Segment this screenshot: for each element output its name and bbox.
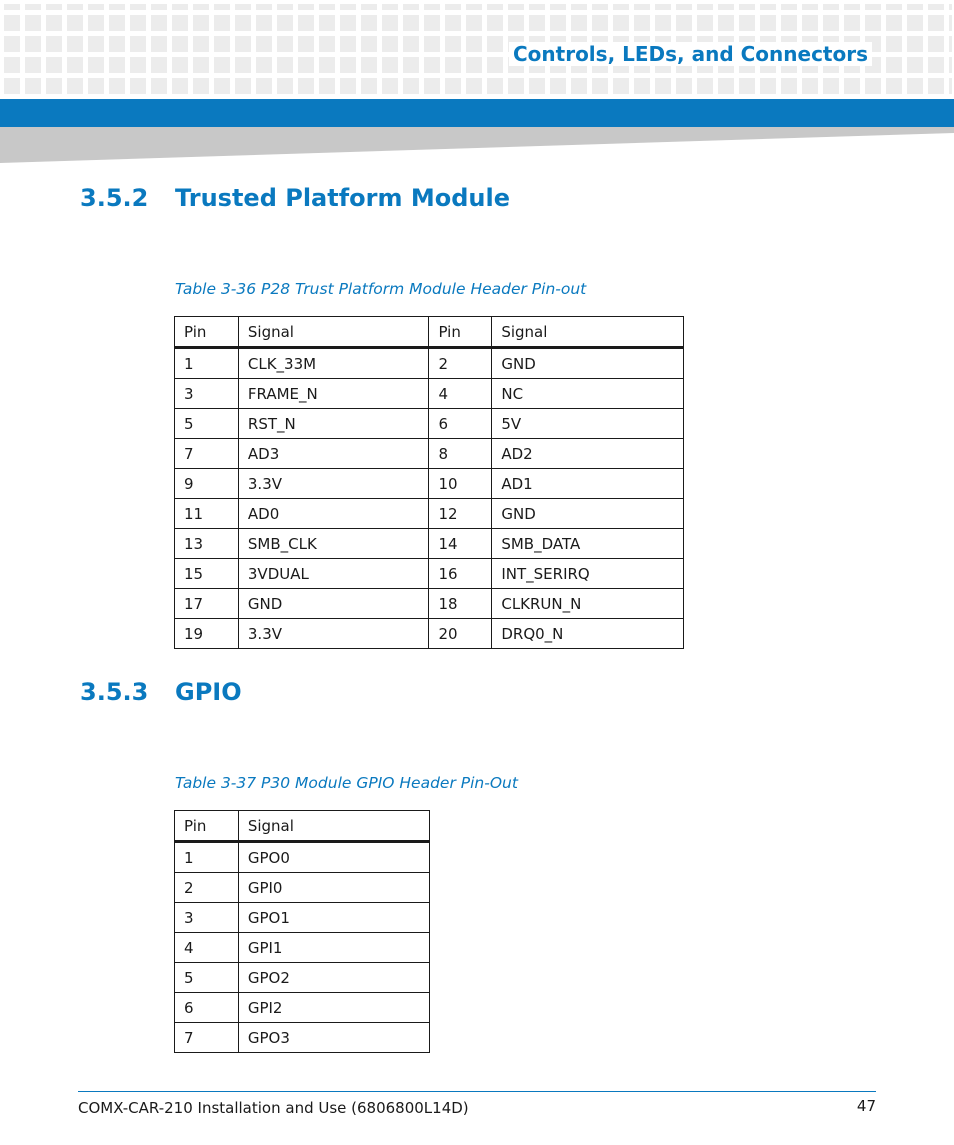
table-cell: 4: [175, 933, 239, 963]
table-cell: 10: [429, 469, 492, 499]
section-number: 3.5.2: [80, 184, 149, 212]
table-cell: 5: [175, 409, 239, 439]
table-cell: AD0: [238, 499, 429, 529]
table-cell: 3VDUAL: [238, 559, 429, 589]
table-cell: GPO2: [238, 963, 429, 993]
table-row: [175, 963, 430, 993]
table-row: [175, 469, 684, 499]
table-cell: 18: [429, 589, 492, 619]
table-cell: 3: [175, 379, 239, 409]
section-number: 3.5.3: [80, 678, 149, 706]
table-cell: RST_N: [238, 409, 429, 439]
section-heading-tpm: [80, 184, 510, 212]
table-cell: 5V: [492, 409, 684, 439]
table-cell: GPO0: [238, 842, 429, 873]
table-cell: AD2: [492, 439, 684, 469]
table-header-row: [175, 811, 430, 842]
table-cell: NC: [492, 379, 684, 409]
table-row: [175, 348, 684, 379]
table-cell: 7: [175, 439, 239, 469]
table-caption-gpio: Table 3-37 P30 Module GPIO Header Pin-Out: [175, 774, 518, 792]
table-cell: AD3: [238, 439, 429, 469]
table-cell: 1: [175, 842, 239, 873]
header-gray-wedge: [0, 127, 954, 163]
table-cell: GPI0: [238, 873, 429, 903]
table-cell: 17: [175, 589, 239, 619]
table-row: [175, 933, 430, 963]
table-cell: DRQ0_N: [492, 619, 684, 649]
table-cell: 2: [429, 348, 492, 379]
table-cell: 3.3V: [238, 619, 429, 649]
table-caption-tpm: Table 3-36 P28 Trust Platform Module Header Pin-out: [175, 280, 587, 298]
table-cell: AD1: [492, 469, 684, 499]
table-cell: 13: [175, 529, 239, 559]
section-title-text: Trusted Platform Module: [175, 184, 510, 212]
table-cell: GPI1: [238, 933, 429, 963]
table-cell: 20: [429, 619, 492, 649]
footer-rule: [78, 1091, 876, 1092]
table-row: [175, 993, 430, 1023]
table-cell: GND: [492, 348, 684, 379]
table-cell: GPI2: [238, 993, 429, 1023]
table-cell: CLK_33M: [238, 348, 429, 379]
table-cell: SMB_CLK: [238, 529, 429, 559]
page-number: 47: [856, 1097, 876, 1115]
header-blue-bar: [0, 99, 954, 127]
table-cell: 12: [429, 499, 492, 529]
table-cell: GPO3: [238, 1023, 429, 1053]
table-cell: CLKRUN_N: [492, 589, 684, 619]
table-row: [175, 842, 430, 873]
table-cell: FRAME_N: [238, 379, 429, 409]
table-cell: 7: [175, 1023, 239, 1053]
table-cell: 3: [175, 903, 239, 933]
table-cell: GND: [238, 589, 429, 619]
column-header: Pin: [429, 317, 492, 348]
table-row: [175, 559, 684, 589]
table-row: [175, 529, 684, 559]
table-cell: 4: [429, 379, 492, 409]
table-row: [175, 439, 684, 469]
table-cell: 11: [175, 499, 239, 529]
column-header: Signal: [492, 317, 684, 348]
table-cell: 6: [429, 409, 492, 439]
table-cell: 8: [429, 439, 492, 469]
chapter-title: Controls, LEDs, and Connectors: [509, 42, 872, 66]
gpio-pinout-table: [174, 810, 430, 1053]
table-header-row: [175, 317, 684, 348]
section-heading-gpio: [80, 678, 242, 706]
table-row: [175, 409, 684, 439]
table-cell: 19: [175, 619, 239, 649]
column-header: Signal: [238, 811, 429, 842]
column-header: Pin: [175, 811, 239, 842]
table-row: [175, 903, 430, 933]
table-cell: 3.3V: [238, 469, 429, 499]
table-cell: 5: [175, 963, 239, 993]
table-cell: 1: [175, 348, 239, 379]
column-header: Pin: [175, 317, 239, 348]
table-row: [175, 873, 430, 903]
table-cell: 9: [175, 469, 239, 499]
table-cell: INT_SERIRQ: [492, 559, 684, 589]
table-cell: 14: [429, 529, 492, 559]
table-cell: GPO1: [238, 903, 429, 933]
table-cell: 15: [175, 559, 239, 589]
footer-document-title: COMX-CAR-210 Installation and Use (6806800L14D): [78, 1099, 469, 1117]
table-row: [175, 619, 684, 649]
table-cell: 16: [429, 559, 492, 589]
table-row: [175, 379, 684, 409]
column-header: Signal: [238, 317, 429, 348]
table-row: [175, 499, 684, 529]
table-row: [175, 589, 684, 619]
table-cell: 6: [175, 993, 239, 1023]
table-cell: GND: [492, 499, 684, 529]
table-cell: SMB_DATA: [492, 529, 684, 559]
table-row: [175, 1023, 430, 1053]
section-title-text: GPIO: [175, 678, 242, 706]
tpm-pinout-table: [174, 316, 684, 649]
table-cell: 2: [175, 873, 239, 903]
